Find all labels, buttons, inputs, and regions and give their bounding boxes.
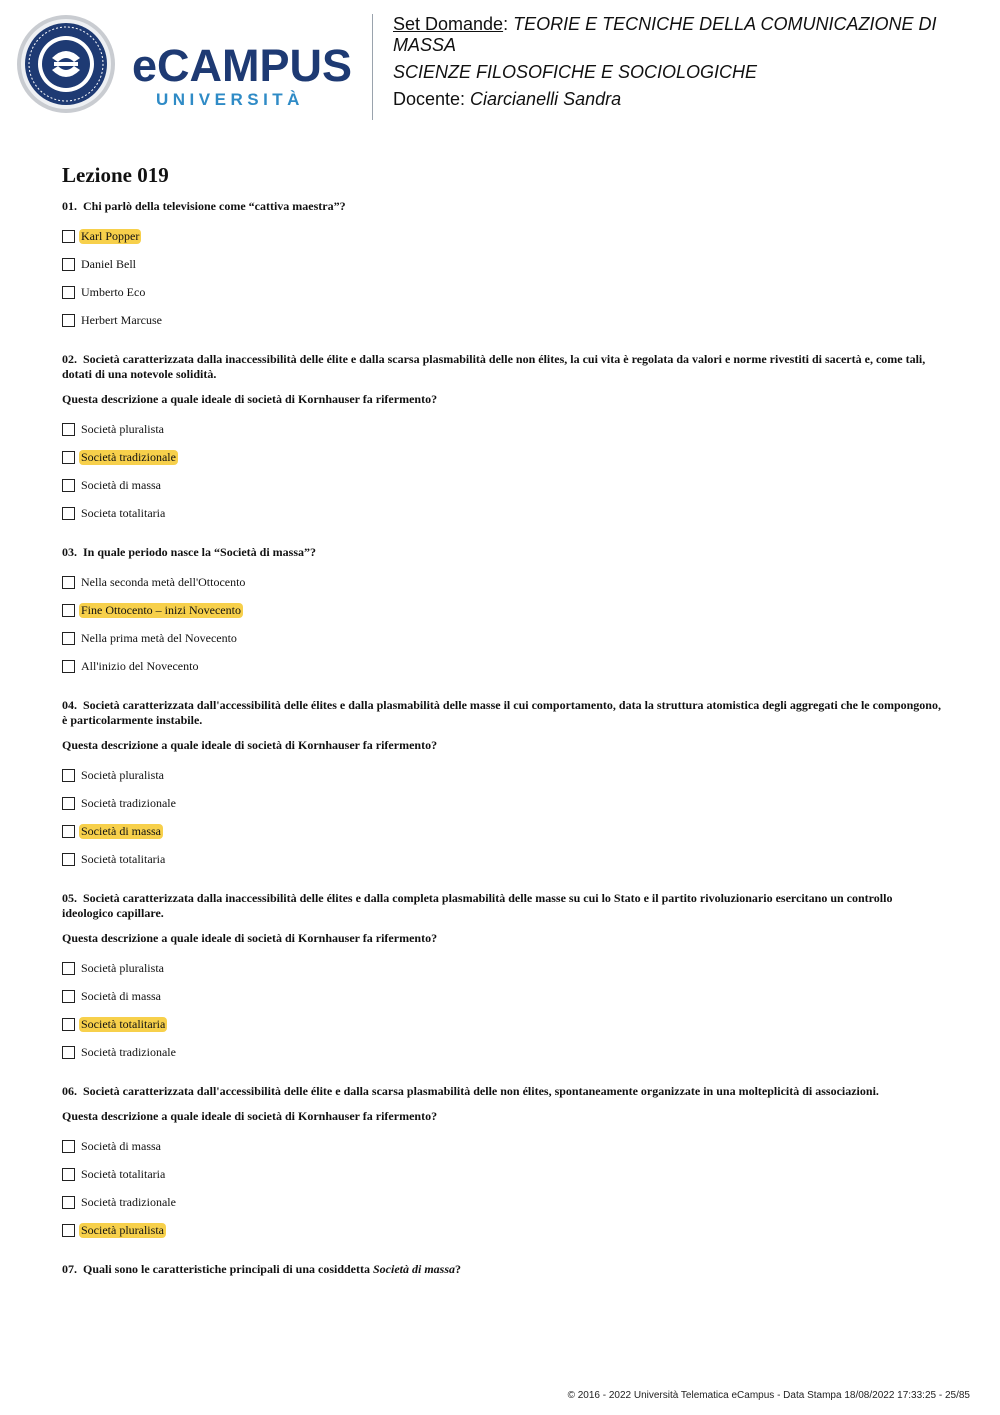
option-label: All'inizio del Novecento	[81, 658, 199, 673]
page-header	[0, 0, 1000, 140]
teacher-line	[393, 89, 983, 110]
question-05	[62, 891, 942, 1060]
header-info	[393, 14, 983, 116]
answer-option[interactable]	[62, 767, 942, 783]
checkbox-icon[interactable]	[62, 1018, 75, 1031]
checkbox-icon[interactable]	[62, 962, 75, 975]
answer-option[interactable]	[62, 312, 942, 328]
checkbox-icon[interactable]	[62, 423, 75, 436]
checkbox-icon[interactable]	[62, 314, 75, 327]
answer-option[interactable]	[62, 477, 942, 493]
answer-option[interactable]	[62, 228, 942, 244]
question-text	[62, 698, 942, 728]
answer-option[interactable]	[62, 823, 942, 839]
teacher-name: Ciarcianelli Sandra	[470, 89, 622, 109]
option-label: Società tradizionale	[81, 1044, 176, 1059]
answer-option[interactable]	[62, 1222, 942, 1238]
option-label-correct: Società tradizionale	[81, 449, 176, 464]
question-06	[62, 1084, 942, 1238]
question-text	[62, 545, 942, 560]
question-subtext: Questa descrizione a quale ideale di società di Kornhauser fa rifermento?	[62, 1109, 438, 1123]
answer-option[interactable]	[62, 960, 942, 976]
option-label: Nella prima metà del Novecento	[81, 630, 237, 645]
question-02	[62, 352, 942, 521]
checkbox-icon[interactable]	[62, 286, 75, 299]
ecampus-seal-logo	[16, 14, 116, 114]
answer-option[interactable]	[62, 630, 942, 646]
header-course-line	[393, 14, 983, 56]
question-subtext: Questa descrizione a quale ideale di società di Kornhauser fa rifermento?	[62, 931, 438, 945]
checkbox-icon[interactable]	[62, 604, 75, 617]
course-title: TEORIE E TECNICHE DELLA COMUNICAZIONE DI MASSA	[393, 14, 937, 55]
quiz-content	[62, 163, 942, 1291]
checkbox-icon[interactable]	[62, 990, 75, 1003]
option-label: Societa totalitaria	[81, 505, 166, 520]
question-body-suffix: ?	[455, 1262, 462, 1276]
answer-option[interactable]	[62, 795, 942, 811]
question-number: 05.	[62, 891, 77, 905]
question-text	[62, 891, 942, 921]
question-number: 07.	[62, 1262, 77, 1276]
question-body-prefix: Quali sono le caratteristiche principali di una cosiddetta	[83, 1262, 373, 1276]
checkbox-icon[interactable]	[62, 576, 75, 589]
question-number: 02.	[62, 352, 77, 366]
option-label: Daniel Bell	[81, 256, 136, 271]
answer-option[interactable]	[62, 658, 942, 674]
question-body: Società caratterizzata dalla inaccessibilità delle élites e dalla completa plasmabilità delle masse su cui lo Stato e il partito rivoluzionario esercitano un controllo ideologico capillare.	[62, 891, 893, 920]
checkbox-icon[interactable]	[62, 853, 75, 866]
question-03	[62, 545, 942, 674]
option-label-correct: Karl Popper	[81, 228, 140, 243]
teacher-label: Docente:	[393, 89, 471, 109]
checkbox-icon[interactable]	[62, 769, 75, 782]
question-body-italic: Società di massa	[373, 1262, 456, 1276]
option-label: Società pluralista	[81, 767, 164, 782]
answer-option[interactable]	[62, 574, 942, 590]
question-number: 06.	[62, 1084, 77, 1098]
checkbox-icon[interactable]	[62, 258, 75, 271]
checkbox-icon[interactable]	[62, 1168, 75, 1181]
page-footer: © 2016 - 2022 Università Telematica eCampus - Data Stampa 18/08/2022 17:33:25 - 25/85	[567, 1390, 970, 1401]
question-body: In quale periodo nasce la “Società di massa”?	[83, 545, 317, 559]
question-body: Chi parlò della televisione come “cattiva maestra”?	[83, 199, 346, 213]
option-label: Nella seconda metà dell'Ottocento	[81, 574, 246, 589]
checkbox-icon[interactable]	[62, 825, 75, 838]
option-label: Società totalitaria	[81, 851, 166, 866]
answer-option[interactable]	[62, 449, 942, 465]
option-label-correct: Società pluralista	[81, 1222, 164, 1237]
option-label: Società tradizionale	[81, 795, 176, 810]
question-text	[62, 1084, 942, 1099]
option-label-correct: Società totalitaria	[81, 1016, 166, 1031]
question-04	[62, 698, 942, 867]
answer-option[interactable]	[62, 1044, 942, 1060]
answer-option[interactable]	[62, 602, 942, 618]
checkbox-icon[interactable]	[62, 507, 75, 520]
option-label: Società di massa	[81, 988, 161, 1003]
question-number: 03.	[62, 545, 77, 559]
option-label: Società pluralista	[81, 960, 164, 975]
answer-option[interactable]	[62, 284, 942, 300]
brand-name: eCAMPUS	[132, 40, 353, 91]
answer-option[interactable]	[62, 988, 942, 1004]
faculty-name: SCIENZE FILOSOFICHE E SOCIOLOGICHE	[393, 62, 758, 82]
ecampus-wordmark	[132, 42, 357, 114]
question-body: Società caratterizzata dall'accessibilità delle élite e dalla scarsa plasmabilità delle non élites, spontaneamente organizzate in una molteplicità di associazioni.	[83, 1084, 879, 1098]
checkbox-icon[interactable]	[62, 1140, 75, 1153]
question-text	[62, 1262, 942, 1277]
question-01	[62, 199, 942, 328]
option-label-correct: Società di massa	[81, 823, 161, 838]
checkbox-icon[interactable]	[62, 451, 75, 464]
question-text	[62, 199, 942, 214]
question-07	[62, 1262, 942, 1277]
question-number: 04.	[62, 698, 77, 712]
checkbox-icon[interactable]	[62, 660, 75, 673]
checkbox-icon[interactable]	[62, 1224, 75, 1237]
question-body: Società caratterizzata dall'accessibilità delle élites e dalla plasmabilità delle masse il cui comportamento, data la struttura atomistica degli aggregati che le compongono, è particolarmente instabile.	[62, 698, 941, 727]
question-subtext: Questa descrizione a quale ideale di società di Kornhauser fa rifermento?	[62, 392, 438, 406]
answer-option[interactable]	[62, 1016, 942, 1032]
answer-option[interactable]	[62, 851, 942, 867]
question-text	[62, 352, 942, 382]
option-label: Società tradizionale	[81, 1194, 176, 1209]
answer-option[interactable]	[62, 1138, 942, 1154]
set-label: Set Domande	[393, 14, 504, 34]
answer-option[interactable]	[62, 1194, 942, 1210]
option-label: Umberto Eco	[81, 284, 146, 299]
question-number: 01.	[62, 199, 77, 213]
answer-option[interactable]	[62, 505, 942, 521]
answer-option[interactable]	[62, 1166, 942, 1182]
question-subtext: Questa descrizione a quale ideale di società di Kornhauser fa rifermento?	[62, 738, 438, 752]
option-label: Società di massa	[81, 477, 161, 492]
option-label: Società totalitaria	[81, 1166, 166, 1181]
header-divider	[372, 14, 373, 120]
answer-option[interactable]	[62, 421, 942, 437]
checkbox-icon[interactable]	[62, 479, 75, 492]
option-label: Società pluralista	[81, 421, 164, 436]
answer-option[interactable]	[62, 256, 942, 272]
lesson-title: Lezione 019	[62, 163, 169, 187]
checkbox-icon[interactable]	[62, 797, 75, 810]
set-separator: :	[503, 14, 514, 34]
option-label: Società di massa	[81, 1138, 161, 1153]
question-body: Società caratterizzata dalla inaccessibilità delle élite e dalla scarsa plasmabilità delle non élites, la cui vita è regolata da valori e norme rivestiti di sacertà e, come tali, dotati di una notevole solidità.	[62, 352, 926, 381]
option-label-correct: Fine Ottocento – inizi Novecento	[81, 602, 241, 617]
checkbox-icon[interactable]	[62, 632, 75, 645]
option-label: Herbert Marcuse	[81, 312, 162, 327]
checkbox-icon[interactable]	[62, 230, 75, 243]
brand-subtitle: UNIVERSITÀ	[156, 90, 304, 109]
checkbox-icon[interactable]	[62, 1196, 75, 1209]
checkbox-icon[interactable]	[62, 1046, 75, 1059]
